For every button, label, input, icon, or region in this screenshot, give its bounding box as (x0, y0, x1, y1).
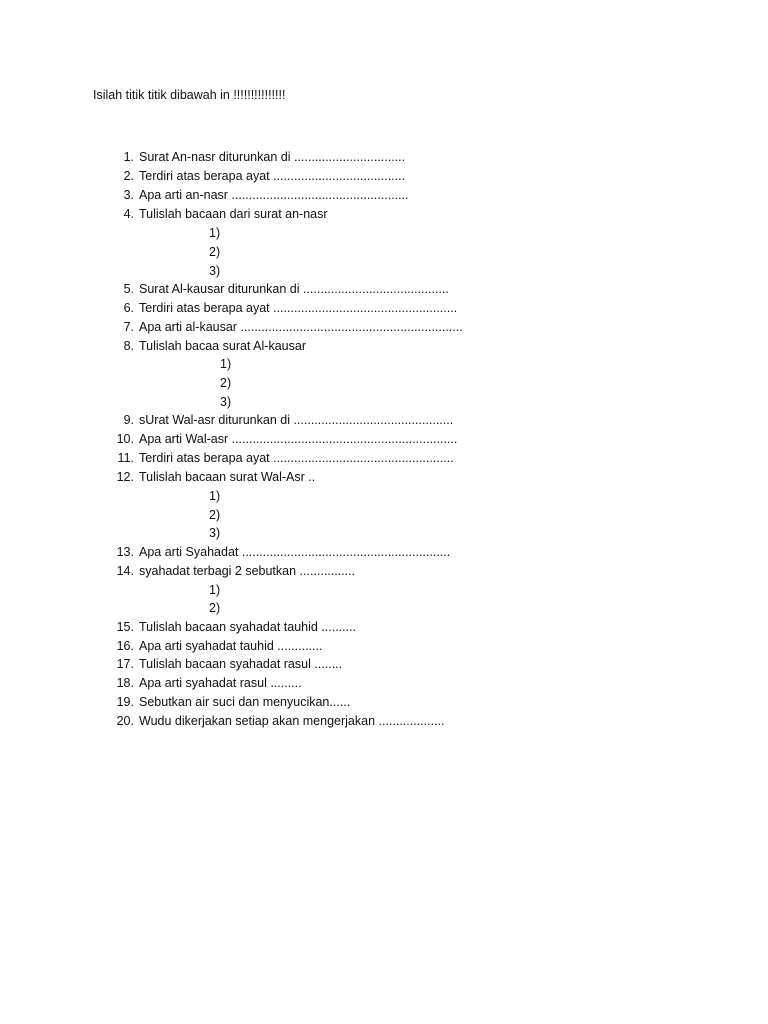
question-number: 7. (123, 320, 134, 334)
question-text: Sebutkan air suci dan menyucikan...... (139, 695, 351, 709)
question-number: 12. (116, 470, 134, 484)
question-text: Wudu dikerjakan setiap akan mengerjakan ................... (139, 714, 445, 728)
question-number: 8. (123, 339, 134, 353)
answer-subitem: 1) (220, 357, 232, 371)
question-text: Tulislah bacaa surat Al-kausar (139, 339, 306, 353)
question-text: Apa arti Wal-asr ................................................................. (139, 432, 458, 446)
question-number: 15. (116, 620, 134, 634)
question-number: 16. (116, 639, 134, 653)
question-number: 2. (123, 169, 134, 183)
answer-subitem: 2) (220, 376, 232, 390)
answer-subitem: 1) (209, 226, 221, 240)
question-number: 9. (123, 413, 134, 427)
question-text: Terdiri atas berapa ayat .................................................... (139, 451, 454, 465)
question-text: Apa arti al-kausar ................................................................ (139, 320, 463, 334)
answer-subitem: 2) (209, 245, 221, 259)
question-number: 3. (123, 188, 134, 202)
question-number: 5. (123, 282, 134, 296)
answer-subitem: 2) (209, 508, 221, 522)
question-number: 11. (117, 451, 134, 465)
question-number: 13. (116, 545, 134, 559)
question-text: syahadat terbagi 2 sebutkan ................ (139, 564, 356, 578)
question-text: Surat An-nasr diturunkan di ................................ (139, 150, 406, 164)
question-text: Apa arti syahadat tauhid ............. (139, 639, 323, 653)
question-text: Apa arti syahadat rasul ......... (139, 676, 302, 690)
question-number: 20. (116, 714, 134, 728)
question-text: Terdiri atas berapa ayat ...................................... (139, 169, 406, 183)
answer-subitem: 2) (209, 601, 221, 615)
question-text: Tulislah bacaan surat Wal-Asr .. (139, 470, 316, 484)
answer-subitem: 1) (209, 489, 221, 503)
question-text: Surat Al-kausar diturunkan di .......................................... (139, 282, 449, 296)
answer-subitem: 3) (209, 264, 221, 278)
question-text: Apa arti an-nasr ................................................... (139, 188, 409, 202)
question-text: Tulislah bacaan syahadat tauhid .......... (139, 620, 357, 634)
question-number: 17. (116, 657, 134, 671)
question-text: sUrat Wal-asr diturunkan di .............................................. (139, 413, 454, 427)
question-number: 4. (123, 207, 134, 221)
question-number: 6. (123, 301, 134, 315)
question-number: 19. (116, 695, 134, 709)
question-number: 14. (116, 564, 134, 578)
question-text: Apa arti Syahadat ............................................................ (139, 545, 451, 559)
question-number: 18. (116, 676, 134, 690)
question-number: 1. (123, 150, 134, 164)
instruction-title: Isilah titik titik dibawah in !!!!!!!!!!!!!!! (93, 88, 286, 102)
answer-subitem: 3) (209, 526, 221, 540)
question-text: Terdiri atas berapa ayat ..................................................... (139, 301, 458, 315)
question-number: 10. (116, 432, 134, 446)
answer-subitem: 3) (220, 395, 232, 409)
question-text: Tulislah bacaan syahadat rasul ........ (139, 657, 343, 671)
question-text: Tulislah bacaan dari surat an-nasr (139, 207, 328, 221)
answer-subitem: 1) (209, 583, 221, 597)
